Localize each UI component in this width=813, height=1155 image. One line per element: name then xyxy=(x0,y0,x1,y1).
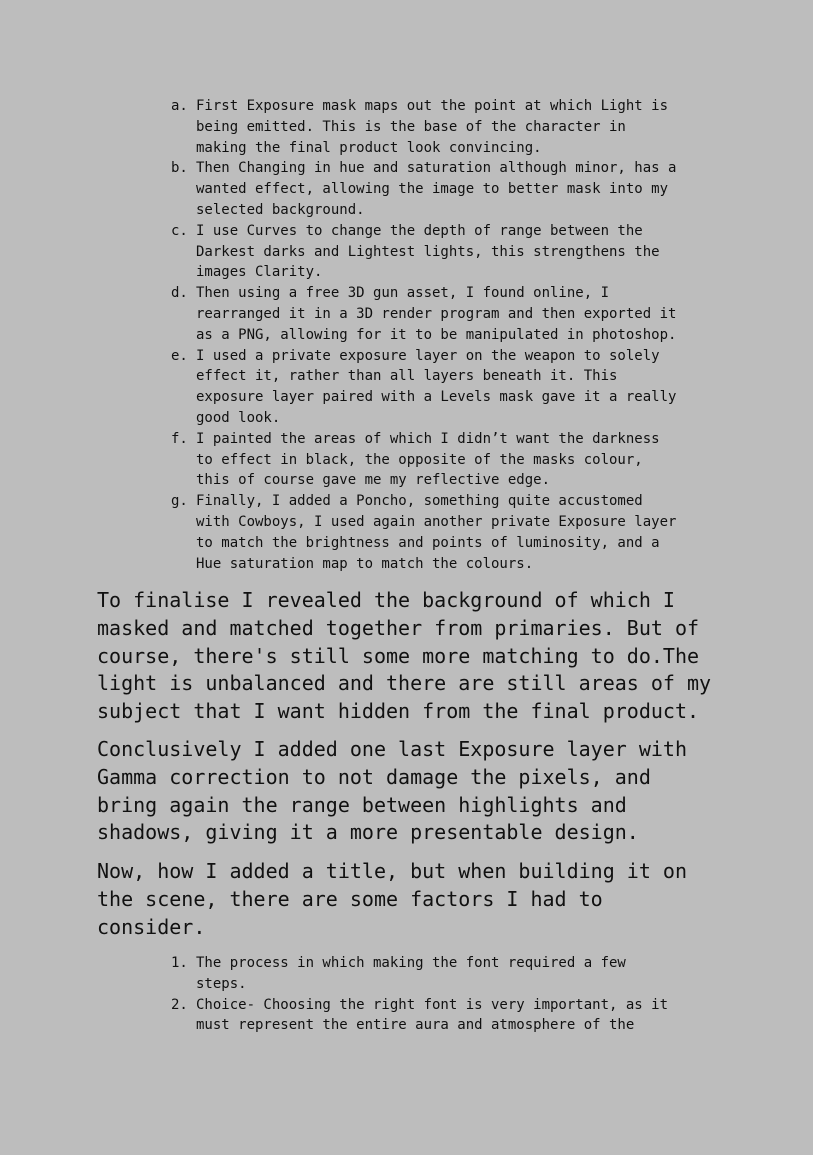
list-item-text: Choice- Choosing the right font is very important, as it must represent the entire aura and atmosphere of the xyxy=(196,996,669,1034)
list-item-text: I used a private exposure layer on the weapon to solely effect it, rather than all layers beneath it. This exposure layer paired with a Levels mask gave it a really good look. xyxy=(196,347,677,426)
body-paragraph-finalise: To finalise I revealed the background of which I masked and matched together from primaries. But of course, there's still some more matching to do.The light is unbalanced and there are still areas of my subject that I want hidden from the final product. xyxy=(97,588,712,724)
list-item-g xyxy=(171,491,731,574)
list-marker: g. xyxy=(171,493,188,510)
list-item-1 xyxy=(171,953,731,995)
body-paragraph-conclusively: Conclusively I added one last Exposure layer with Gamma correction to not damage the pixels, and bring again the range between highlights and shadows, giving it a more presentable design. xyxy=(97,737,688,845)
list-item-d xyxy=(171,283,731,345)
list-marker: a. xyxy=(171,98,188,114)
list-item-2 xyxy=(171,995,731,1037)
list-item-b xyxy=(171,158,731,220)
list-item-text: I use Curves to change the depth of range between the Darkest darks and Lightest lights, this strengthens the images Clarity. xyxy=(196,222,660,281)
list-item-text: Then using a free 3D gun asset, I found online, I rearranged it in a 3D render program and then exported it as a PNG, allowing for it to be manipulated in photoshop. xyxy=(196,285,677,343)
list-item-text: Finally, I added a Poncho, something quite accustomed with Cowboys, I used again another private Exposure layer to match the brightness and points of luminosity, and a Hue saturation map to match the colours. xyxy=(196,493,677,572)
body-paragraph-title: Now, how I added a title, but when building it on the scene, there are some factors I had to consider. xyxy=(97,859,688,939)
list-marker: d. xyxy=(171,285,188,302)
list-marker: b. xyxy=(171,160,188,177)
list-item-text: The process in which making the font required a few steps. xyxy=(196,955,626,992)
lettered-step-list xyxy=(171,96,731,574)
list-item-e xyxy=(171,346,731,429)
list-item-text: Then Changing in hue and saturation although minor, has a wanted effect, allowing the image to better mask into my selected background. xyxy=(196,160,677,218)
list-item-text: First Exposure mask maps out the point at which Light is being emitted. This is the base of the character in making the final product look convincing. xyxy=(196,98,669,156)
list-marker: 2. xyxy=(171,996,188,1013)
list-item-a xyxy=(171,96,731,158)
list-marker: 1. xyxy=(171,955,188,971)
list-marker: e. xyxy=(171,347,188,364)
list-marker: c. xyxy=(171,222,188,239)
list-marker: f. xyxy=(171,430,188,447)
list-item-c xyxy=(171,221,731,283)
list-item-text: I painted the areas of which I didn’t want the darkness to effect in black, the opposite of the masks colour, this of course gave me my reflective edge. xyxy=(196,430,660,489)
numbered-step-list xyxy=(171,953,731,1036)
list-item-f xyxy=(171,429,731,491)
